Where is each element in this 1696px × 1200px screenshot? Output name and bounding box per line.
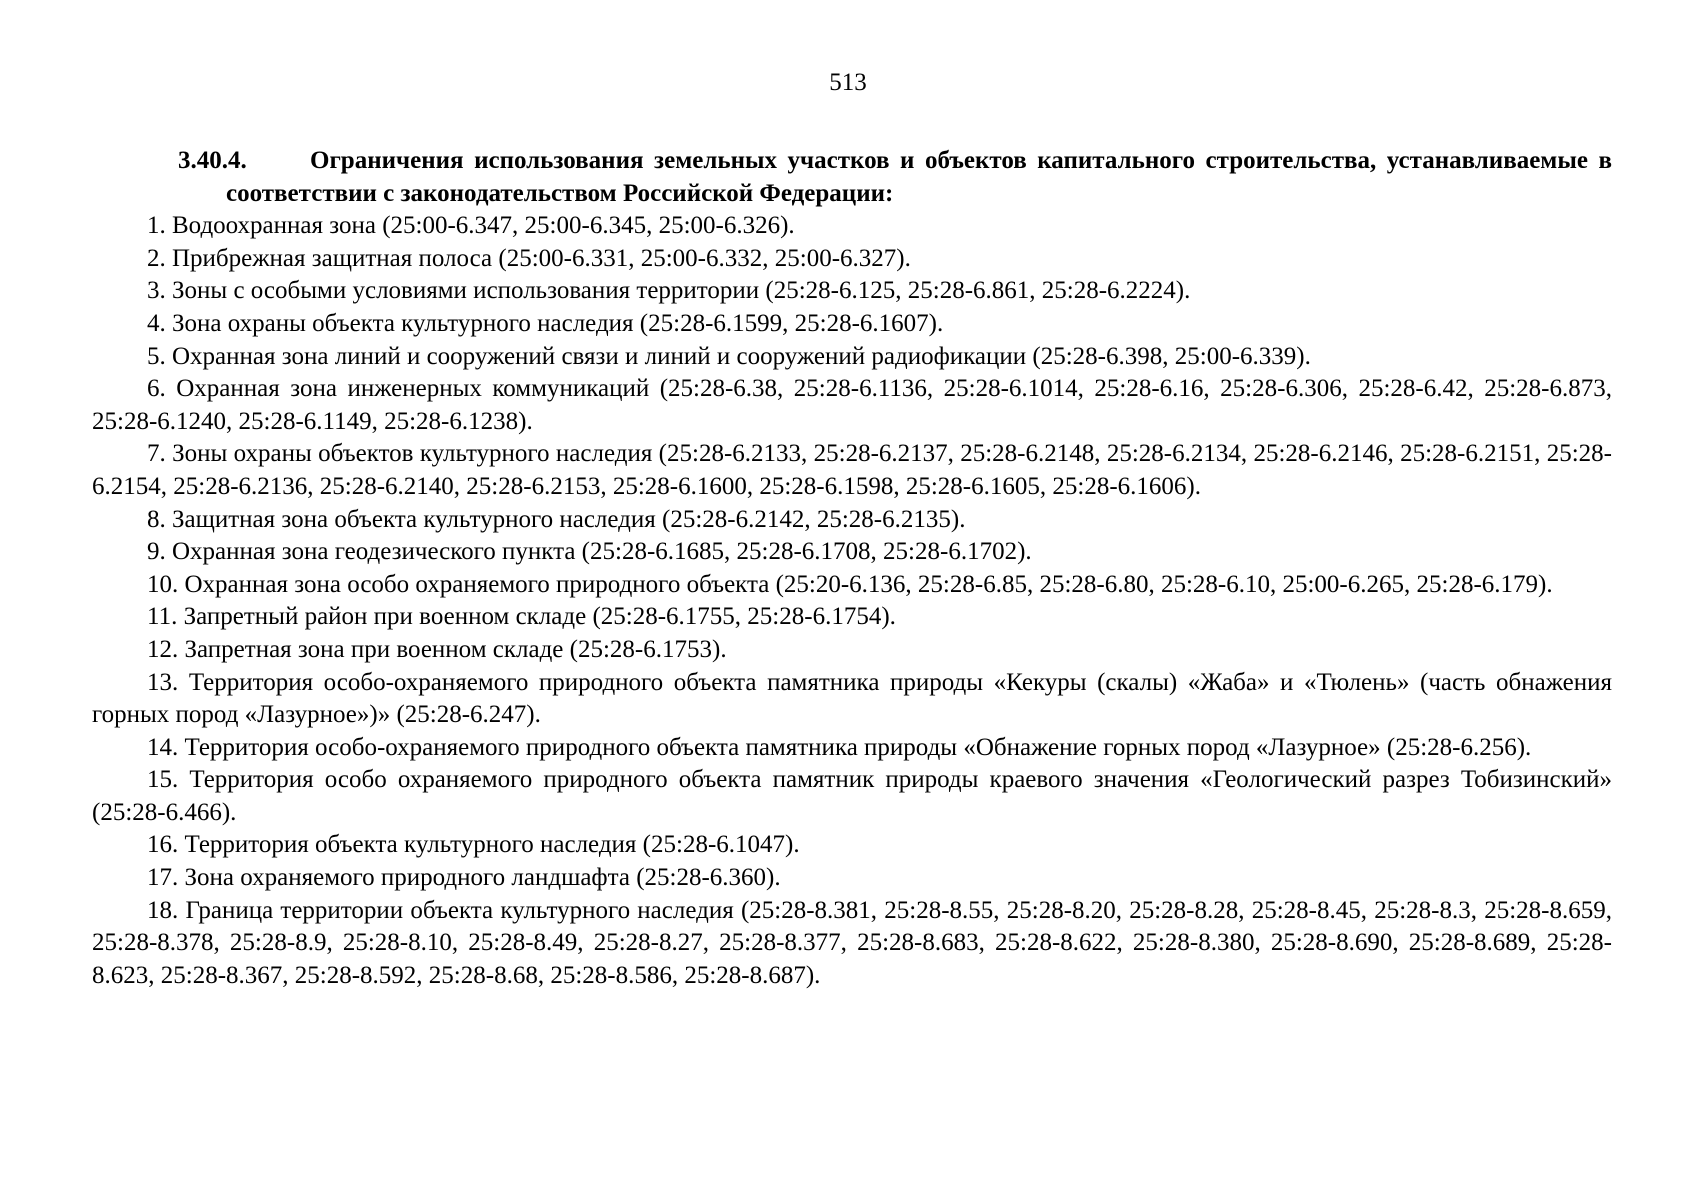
list-item: 2. Прибрежная защитная полоса (25:00-6.331, 25:00-6.332, 25:00-6.327). bbox=[147, 244, 911, 272]
list-item: 15. Территория особо охраняемого природного объекта памятник природы краевого значения «Геологический разрез Тобизинский» (25:28-6.466). bbox=[92, 766, 1612, 826]
list-item: 8. Защитная зона объекта культурного наследия (25:28-6.2142, 25:28-6.2135). bbox=[147, 505, 966, 533]
document-content bbox=[92, 145, 1612, 992]
list-item: 3. Зоны с особыми условиями использования территории (25:28-6.125, 25:28-6.861, 25:28-6.2224). bbox=[147, 277, 1191, 305]
section-number: 3.40.4. bbox=[178, 147, 247, 174]
list-item: 13. Территория особо-охраняемого природного объекта памятника природы «Кекуры (скалы) «Жаба» и «Тюлень» (часть обнажения горных пород «Лазурное»)» (25:28-6.247). bbox=[92, 668, 1612, 729]
page-number: 513 bbox=[829, 69, 867, 96]
section-title: Ограничения использования земельных участков и объектов капитального строительства, устанавливаемые в соответствии с законодательством Российской Федерации: bbox=[226, 147, 1612, 207]
list-item: 17. Зона охраняемого природного ландшафта (25:28-6.360). bbox=[147, 864, 781, 892]
list-item: 7. Зоны охраны объектов культурного наследия (25:28-6.2133, 25:28-6.2137, 25:28-6.2148, 25:28-6.2134, 25:28-6.2146, 25:28-6.2151, 25:28-6.2154, 25:28-6.2136, 25:28-6.2140, 25:28-6.2153, 25:28-6.1600, 25:28-6.1598, 25:28-6.1605, 25:28-6.1606). bbox=[92, 440, 1612, 500]
list-item: 11. Запретный район при военном складе (25:28-6.1755, 25:28-6.1754). bbox=[147, 603, 896, 631]
list-item: 5. Охранная зона линий и сооружений связи и линий и сооружений радиофикации (25:28-6.398, 25:00-6.339). bbox=[147, 342, 1311, 370]
list-item: 4. Зона охраны объекта культурного наследия (25:28-6.1599, 25:28-6.1607). bbox=[147, 309, 944, 337]
list-item: 12. Запретная зона при военном складе (25:28-6.1753). bbox=[147, 635, 727, 663]
list-item: 16. Территория объекта культурного наследия (25:28-6.1047). bbox=[147, 831, 800, 859]
list-item: 9. Охранная зона геодезического пункта (25:28-6.1685, 25:28-6.1708, 25:28-6.1702). bbox=[147, 538, 1032, 566]
list-item: 6. Охранная зона инженерных коммуникаций (25:28-6.38, 25:28-6.1136, 25:28-6.1014, 25:28-6.16, 25:28-6.306, 25:28-6.42, 25:28-6.873, 25:28-6.1240, 25:28-6.1149, 25:28-6.1238). bbox=[92, 375, 1612, 435]
list-item: 14. Территория особо-охраняемого природного объекта памятника природы «Обнажение горных пород «Лазурное» (25:28-6.256). bbox=[147, 733, 1532, 761]
list-item: 1. Водоохранная зона (25:00-6.347, 25:00-6.345, 25:00-6.326). bbox=[147, 212, 795, 240]
list-item: 18. Граница территории объекта культурного наследия (25:28-8.381, 25:28-8.55, 25:28-8.20, 25:28-8.28, 25:28-8.45, 25:28-8.3, 25:28-8.659, 25:28-8.378, 25:28-8.9, 25:28-8.10, 25:28-8.49, 25:28-8.27, 25:28-8.377, 25:28-8.683, 25:28-8.622, 25:28-8.380, 25:28-8.690, 25:28-8.689, 25:28-8.623, 25:28-8.367, 25:28-8.592, 25:28-8.68, 25:28-8.586, 25:28-8.687). bbox=[92, 896, 1612, 989]
list-item: 10. Охранная зона особо охраняемого природного объекта (25:20-6.136, 25:28-6.85, 25:28-6.80, 25:28-6.10, 25:00-6.265, 25:28-6.179). bbox=[147, 570, 1553, 598]
section-heading bbox=[92, 145, 1612, 210]
